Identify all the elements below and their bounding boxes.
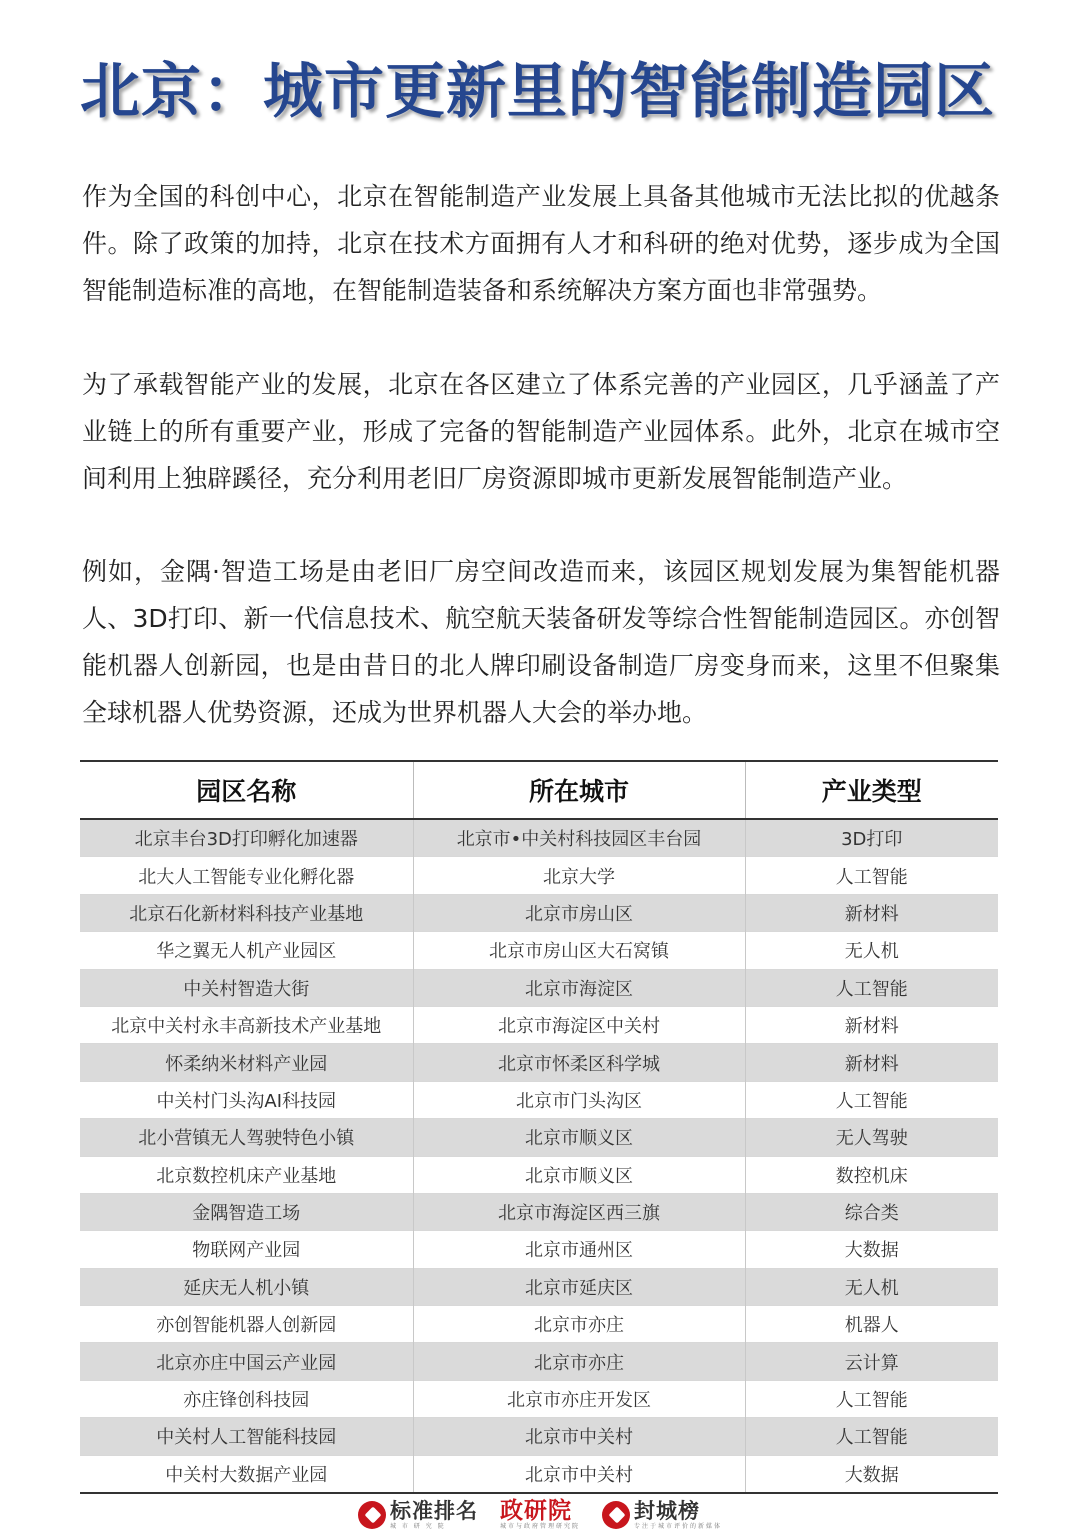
cell-industry-type: 综合类 [745,1193,998,1230]
table-row [80,1418,998,1455]
cell-park-name: 金隅智造工场 [80,1193,413,1230]
cell-city: 北京市顺义区 [413,1119,745,1156]
table-row [80,1231,998,1268]
cell-park-name: 北京亦庄中国云产业园 [80,1343,413,1380]
cell-park-name: 中关村大数据产业园 [80,1455,413,1493]
header-industry-type: 产业类型 [745,761,998,819]
cell-city: 北京市海淀区中关村 [413,1006,745,1043]
cell-city: 北京市顺义区 [413,1156,745,1193]
cell-industry-type: 新材料 [745,894,998,931]
logo-name: 政研院 [499,1498,572,1524]
table-row [80,1455,998,1493]
cell-city: 北京市海淀区 [413,969,745,1006]
cell-industry-type: 大数据 [745,1455,998,1493]
cell-industry-type: 无人机 [745,1268,998,1305]
cell-industry-type: 人工智能 [745,1380,998,1417]
cell-park-name: 北京丰台3D打印孵化加速器 [80,819,413,857]
cell-park-name: 北京数控机床产业基地 [80,1156,413,1193]
cell-industry-type: 新材料 [745,1044,998,1081]
cell-park-name: 怀柔纳米材料产业园 [80,1044,413,1081]
red-shield-logo-icon [358,1501,386,1529]
table-row [80,1044,998,1081]
table-row [80,857,998,894]
cell-park-name: 北小营镇无人驾驶特色小镇 [80,1119,413,1156]
table-row [80,1380,998,1417]
cell-city: 北京市怀柔区科学城 [413,1044,745,1081]
logo-name: 标准排名 [389,1499,478,1523]
logo-biaozhun-paiming [358,1499,478,1531]
logo-subtitle: 城市与政府管理研究院 [499,1523,580,1530]
logo-subtitle: 城 市 研 究 院 [389,1523,446,1530]
table-header-row [80,761,998,819]
cell-industry-type: 机器人 [745,1306,998,1343]
cell-city: 北京市亦庄开发区 [413,1380,745,1417]
cell-industry-type: 无人机 [745,932,998,969]
cell-industry-type: 云计算 [745,1343,998,1380]
table-row [80,1081,998,1118]
cell-city: 北京市通州区 [413,1231,745,1268]
cell-city: 北京市延庆区 [413,1268,745,1305]
cell-city: 北京大学 [413,857,745,894]
footer-logos [0,1496,1080,1534]
paragraph-intro: 作为全国的科创中心，北京在智能制造产业发展上具备其他城市无法比拟的优越条件。除了政策的加持，北京在技术方面拥有人才和科研的绝对优势，逐步成为全国智能制造标准的高地，在智能制造装备和系统解决方案方面也非常强势。 [82,182,1000,305]
cell-city: 北京市亦庄 [413,1343,745,1380]
logo-subtitle: 专注于城市评价的新媒体 [634,1523,723,1530]
table-row [80,1268,998,1305]
table-row [80,1306,998,1343]
cell-city: 北京市门头沟区 [413,1081,745,1118]
table-row [80,819,998,857]
cell-city: 北京市亦庄 [413,1306,745,1343]
header-city: 所在城市 [413,761,745,819]
cell-industry-type: 数控机床 [745,1156,998,1193]
paragraph-parks-system: 为了承载智能产业的发展，北京在各区建立了体系完善的产业园区，几乎涵盖了产业链上的所有重要产业，形成了完备的智能制造产业园体系。此外，北京在城市空间利用上独辟蹊径，充分利用老旧厂房资源即城市更新发展智能制造产业。 [82,370,1000,493]
cell-city: 北京市•中关村科技园区丰台园 [413,819,745,857]
cell-city: 北京市中关村 [413,1418,745,1455]
cell-park-name: 华之翼无人机产业园区 [80,932,413,969]
logo-name: 封城榜 [634,1499,700,1523]
cell-park-name: 北京中关村永丰高新技术产业基地 [80,1006,413,1043]
cell-city: 北京市房山区 [413,894,745,931]
cell-park-name: 中关村门头沟AI科技园 [80,1081,413,1118]
cell-park-name: 北大人工智能专业化孵化器 [80,857,413,894]
page-title: 北京：城市更新里的智能制造园区 [80,57,995,127]
table-row [80,932,998,969]
cell-industry-type: 人工智能 [745,1081,998,1118]
cell-industry-type: 大数据 [745,1231,998,1268]
logo-fengchengbang [602,1499,722,1531]
cell-industry-type: 3D打印 [745,819,998,857]
header-park-name: 园区名称 [80,761,413,819]
table-row [80,894,998,931]
table-row [80,1119,998,1156]
parks-table [80,760,998,1494]
cell-park-name: 中关村人工智能科技园 [80,1418,413,1455]
cell-city: 北京市房山区大石窝镇 [413,932,745,969]
cell-park-name: 亦创智能机器人创新园 [80,1306,413,1343]
table-row [80,1343,998,1380]
table-row [80,969,998,1006]
cell-industry-type: 新材料 [745,1006,998,1043]
cell-park-name: 中关村智造大街 [80,969,413,1006]
cell-industry-type: 人工智能 [745,1418,998,1455]
cell-city: 北京市中关村 [413,1455,745,1493]
table-row [80,1193,998,1230]
cell-park-name: 物联网产业园 [80,1231,413,1268]
logo-zhengyanyuan [500,1499,580,1531]
cell-industry-type: 人工智能 [745,969,998,1006]
table-row [80,1006,998,1043]
cell-park-name: 北京石化新材料科技产业基地 [80,894,413,931]
cell-park-name: 亦庄锋创科技园 [80,1380,413,1417]
cell-city: 北京市海淀区西三旗 [413,1193,745,1230]
red-shield-logo-icon [602,1501,630,1529]
cell-industry-type: 人工智能 [745,857,998,894]
paragraph-examples: 例如，金隅·智造工场是由老旧厂房空间改造而来，该园区规划发展为集智能机器人、3D打印、新一代信息技术、航空航天装备研发等综合性智能制造园区。亦创智能机器人创新园，也是由昔日的北人牌印刷设备制造厂房变身而来，这里不但聚集全球机器人优势资源，还成为世界机器人大会的举办地。 [82,557,1000,727]
cell-park-name: 延庆无人机小镇 [80,1268,413,1305]
cell-industry-type: 无人驾驶 [745,1119,998,1156]
table-row [80,1156,998,1193]
